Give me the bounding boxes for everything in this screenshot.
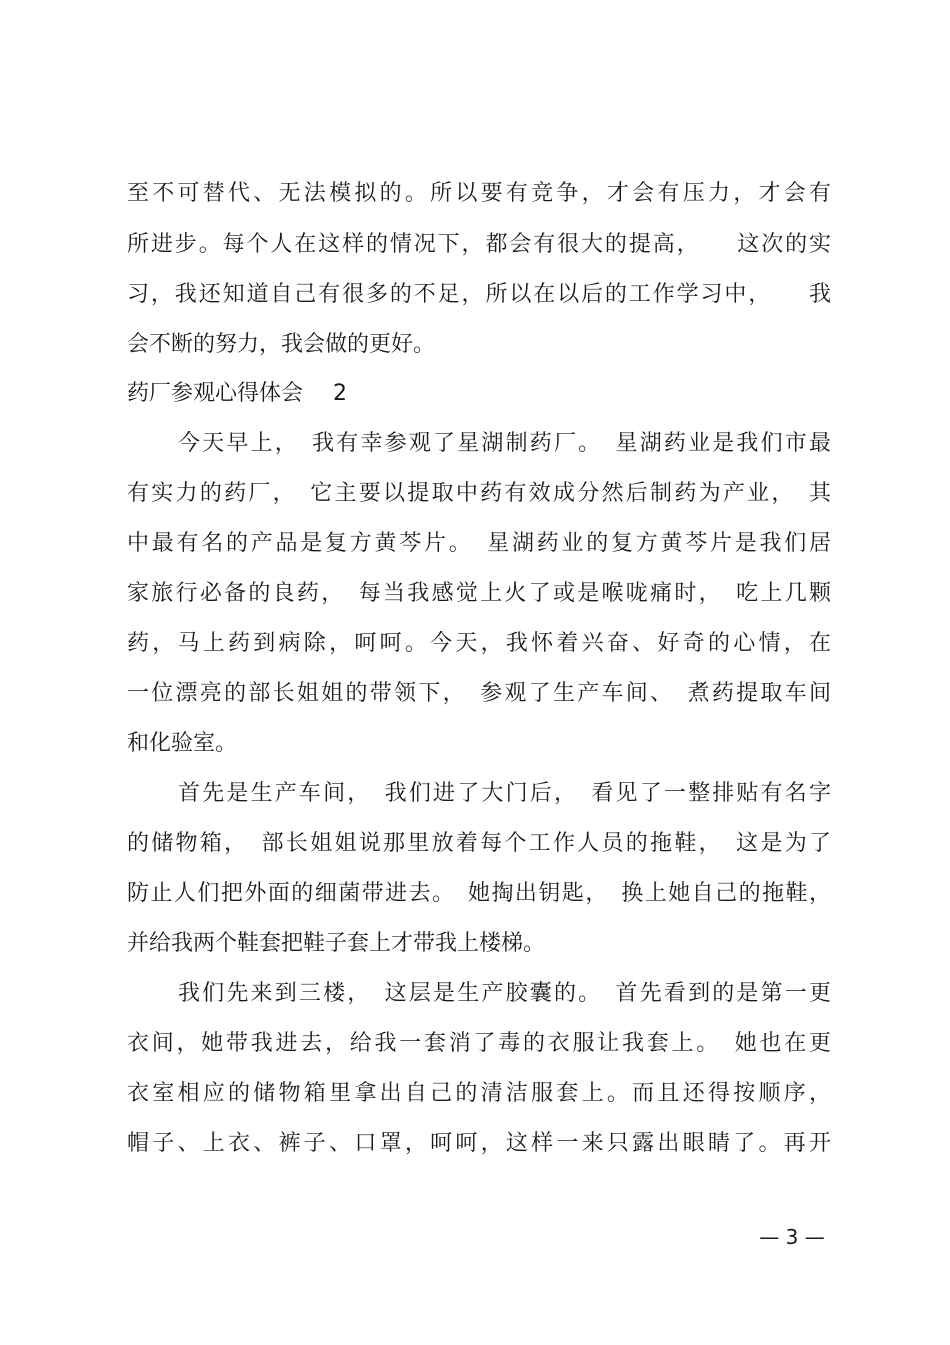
paragraph-2-line: 首先是生产车间， 我们进了大门后， 看见了一整排贴有名字	[178, 781, 831, 806]
heading-title: 药厂参观心得体会	[127, 381, 304, 406]
paragraph-1-line: 和化验室。	[127, 731, 238, 756]
paragraph-3-line: 我们先来到三楼， 这层是生产胶囊的。 首先看到的是第一更	[178, 981, 831, 1006]
paragraph-1-line: 一位漂亮的部长姐姐的带领下， 参观了生产车间、 煮药提取车间	[127, 681, 831, 706]
paragraph-1-line: 有实力的药厂， 它主要以提取中药有效成分然后制药为产业， 其	[127, 481, 831, 506]
paragraph-2-line: 的储物箱， 部长姐姐说那里放着每个工作人员的拖鞋， 这是为了	[127, 831, 831, 856]
paragraph-1-line: 家旅行必备的良药， 每当我感觉上火了或是喉咙痛时， 吃上几颗	[127, 581, 831, 606]
paragraph-3-line: 衣间，她带我进去，给我一套消了毒的衣服让我套上。 她也在更	[127, 1031, 831, 1056]
section-heading	[127, 376, 831, 412]
paragraph-1-line: 中最有名的产品是复方黄芩片。 星湖药业的复方黄芩片是我们居	[127, 531, 831, 556]
paragraph-3-line: 衣室相应的储物箱里拿出自己的清洁服套上。而且还得按顺序，	[127, 1081, 831, 1106]
paragraph-2-line: 防止人们把外面的细菌带进去。 她掏出钥匙， 换上她自己的拖鞋，	[127, 881, 831, 906]
paragraph-2-line: 并给我两个鞋套把鞋子套上才带我上楼梯。	[127, 931, 546, 956]
body-text-line: 会不断的努力，我会做的更好。	[127, 332, 436, 357]
body-text-line: 所进步。每个人在这样的情况下，都会有很大的提高， 这次的实	[127, 232, 831, 257]
page-number: — 3 —	[759, 1225, 825, 1249]
body-text-line: 习，我还知道自己有很多的不足，所以在以后的工作学习中， 我	[127, 282, 831, 307]
paragraph-3-line: 帽子、上衣、裤子、口罩，呵呵，这样一来只露出眼睛了。再开	[127, 1131, 831, 1156]
heading-number: 2	[333, 381, 348, 406]
paragraph-1-line: 今天早上， 我有幸参观了星湖制药厂。 星湖药业是我们市最	[178, 431, 831, 456]
paragraph-1-line: 药，马上药到病除，呵呵。今天，我怀着兴奋、好奇的心情，在	[127, 631, 831, 656]
body-text-line: 至不可替代、无法模拟的。所以要有竞争，才会有压力，才会有	[127, 181, 831, 206]
